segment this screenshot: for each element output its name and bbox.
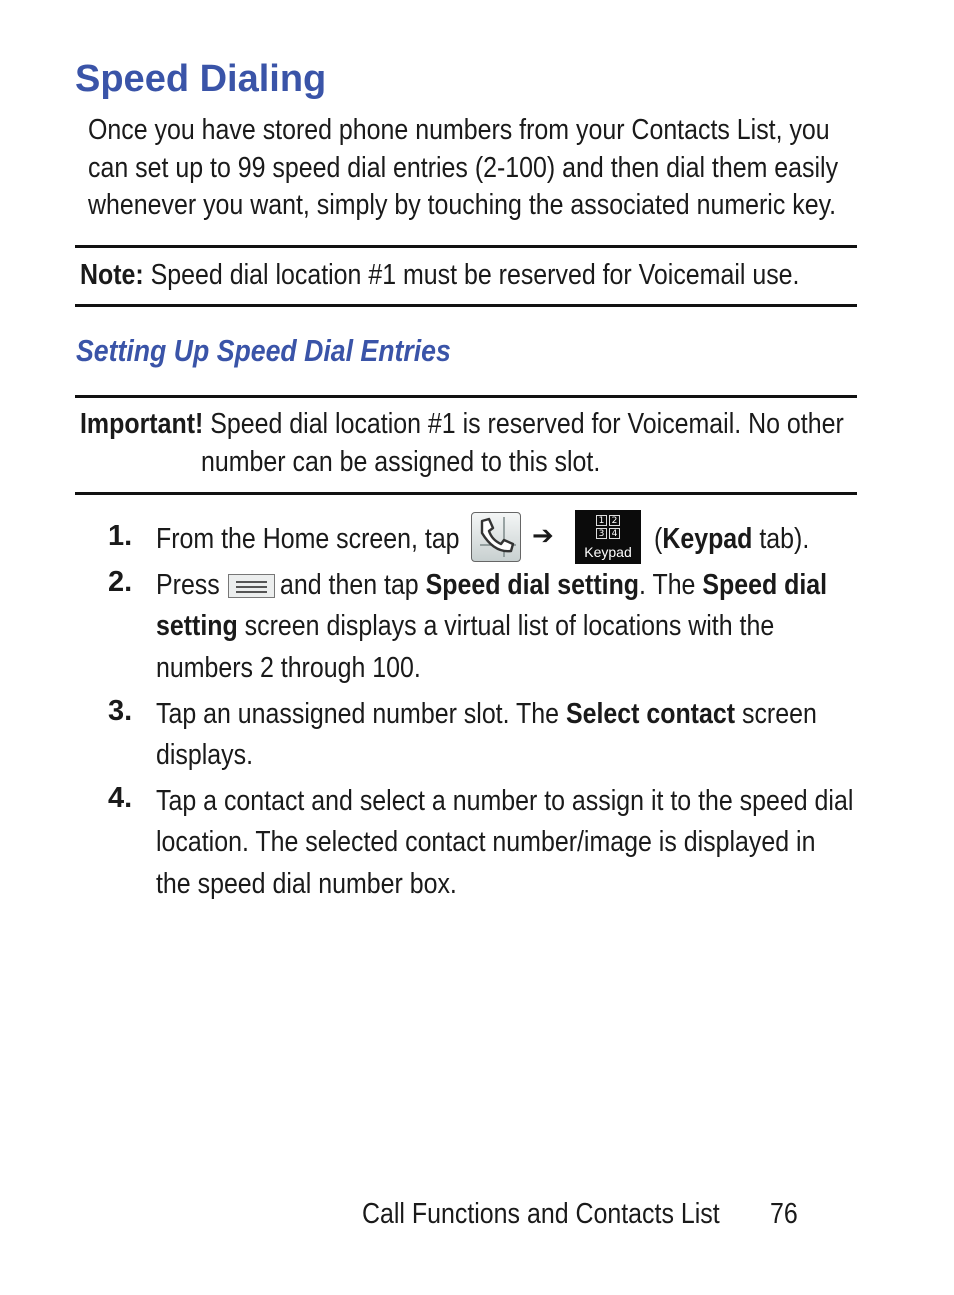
- note-bottom-rule: [75, 304, 857, 307]
- step-2-line-1: and then tap Speed dial setting. The Speed dial: [280, 569, 828, 601]
- keypad-digit: 3: [596, 528, 607, 539]
- important-line-2-wrap: [201, 443, 665, 481]
- note-label: Note:: [80, 259, 144, 291]
- important-bottom-rule: [75, 492, 857, 495]
- intro-line: whenever you want, simply by touching the associated numeric key.: [88, 189, 837, 221]
- keypad-label: Keypad: [584, 544, 632, 560]
- note-top-rule: [75, 245, 857, 248]
- menu-icon[interactable]: [228, 574, 275, 598]
- step-4-line-2: location. The selected contact number/image is displayed in: [156, 826, 816, 858]
- note-text: Speed dial location #1 must be reserved for Voicemail use.: [143, 259, 800, 291]
- important-box: [80, 405, 954, 443]
- step-number: 3.: [108, 695, 133, 727]
- section-heading: Setting Up Speed Dial Entries: [76, 333, 451, 368]
- step-number: 1.: [108, 520, 133, 552]
- keypad-icon[interactable]: [575, 510, 641, 564]
- step-number: 2.: [108, 566, 133, 598]
- important-top-rule: [75, 395, 857, 398]
- important-label: Important!: [80, 408, 204, 440]
- step-2-line-2: setting screen displays a virtual list of locations with the: [156, 610, 775, 642]
- important-line-2: number can be assigned to this slot.: [201, 446, 601, 478]
- arrow-icon: ➔: [532, 520, 554, 550]
- intro-line: Once you have stored phone numbers from your Contacts List, you: [88, 114, 830, 146]
- important-line-1: Speed dial location #1 is reserved for Voicemail. No other: [203, 408, 844, 440]
- footer-section-title: Call Functions and Contacts List: [362, 1198, 720, 1230]
- page-title: Speed Dialing: [75, 58, 327, 100]
- step-2-line-3: numbers 2 through 100.: [156, 652, 421, 684]
- intro-paragraph: [88, 112, 954, 225]
- step-2-press: Press: [156, 569, 220, 601]
- step-1-tail: (Keypad tab).: [654, 523, 810, 555]
- step-1-text: From the Home screen, tap: [156, 523, 460, 555]
- step-4-line-3: the speed dial number box.: [156, 868, 457, 900]
- step-number: 4.: [108, 782, 133, 814]
- step-3-line-2: displays.: [156, 739, 254, 771]
- intro-line: can set up to 99 speed dial entries (2-100) and then dial them easily: [88, 151, 839, 184]
- step-4-line-1: Tap a contact and select a number to assign it to the speed dial: [156, 785, 854, 817]
- page-number: 76: [770, 1198, 798, 1230]
- note-box: [80, 256, 917, 294]
- keypad-digit: 1: [596, 515, 607, 526]
- step-3-line-1: Tap an unassigned number slot. The Select contact screen: [156, 698, 817, 730]
- keypad-grid: [596, 515, 622, 541]
- phone-icon[interactable]: [471, 512, 521, 562]
- keypad-digit: 4: [609, 528, 620, 539]
- keypad-digit: 2: [609, 515, 620, 526]
